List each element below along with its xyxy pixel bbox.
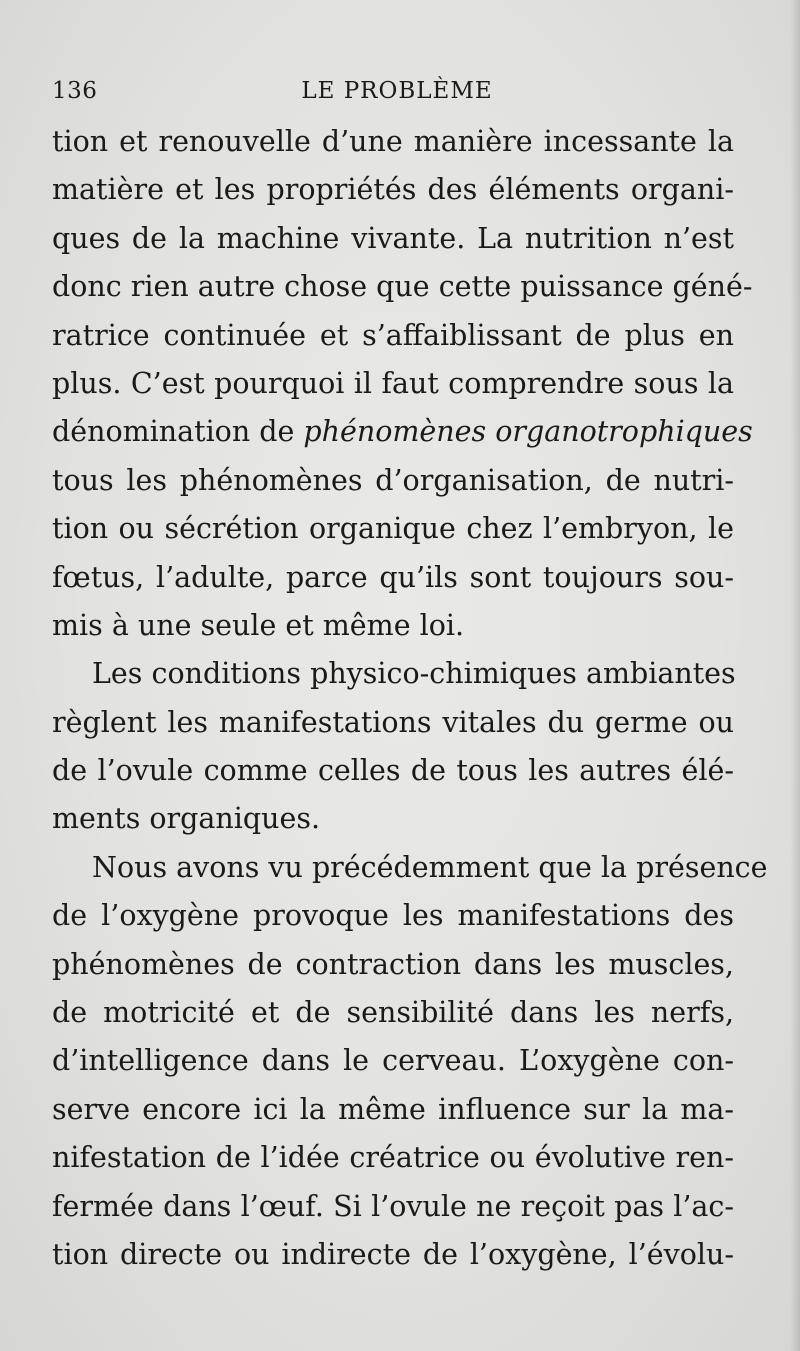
page-edge-shadow (790, 0, 800, 1351)
text-line: de l’ovule comme celles de tous les autres élé- (52, 754, 734, 788)
text-line: de motricité et de sensibilité dans les nerfs, (52, 996, 734, 1030)
text-line: Nous avons vu précédemment que la présence (92, 850, 768, 884)
body-text (52, 118, 768, 1279)
text-line: phénomènes de contraction dans les muscles, (52, 947, 734, 981)
text-line: tion ou sécrétion organique chez l’embryon, le (52, 512, 734, 546)
text-line: mis à une seule et même loi. (52, 608, 465, 642)
text-line: de l’oxygène provoque les manifestations des (52, 899, 734, 933)
page-number: 136 (52, 78, 98, 104)
text-line: règlent les manifestations vitales du germe ou (52, 705, 734, 739)
text-line: d’intelligence dans le cerveau. L’oxygène con- (52, 1044, 734, 1078)
page-header (52, 74, 742, 110)
text-line: plus. C’est pourquoi il faut comprendre sous la (52, 366, 734, 400)
text-line: ques de la machine vivante. La nutrition n’est (52, 221, 734, 255)
text-line: tous les phénomènes d’organisation, de nutri- (52, 463, 734, 497)
text-line: tion et renouvelle d’une manière incessante la (52, 125, 734, 158)
line-segment: dénomination de (52, 415, 304, 449)
text-line: fermée dans l’œuf. Si l’ovule ne reçoit pas l’ac- (52, 1189, 734, 1223)
text-line: matière et les propriétés des éléments organi- (52, 173, 734, 207)
text-line: donc rien autre chose que cette puissance géné- (52, 270, 753, 304)
text-line: ments organiques. (52, 802, 321, 836)
text-line (52, 408, 753, 456)
italic-term: phénomènes organotrophiques (303, 415, 753, 449)
text-line: fœtus, l’adulte, parce qu’ils sont toujours sou- (52, 560, 734, 594)
running-title: LE PROBLÈME (301, 78, 493, 104)
text-line: nifestation de l’idée créatrice ou évolutive ren- (52, 1141, 734, 1175)
text-line: ratrice continuée et s’affaiblissant de plus en (52, 318, 734, 352)
text-line: tion directe ou indirecte de l’oxygène, l’évolu- (52, 1237, 734, 1271)
text-line: serve encore ici la même influence sur la ma- (52, 1092, 734, 1126)
text-line: Les conditions physico-chimiques ambiantes (92, 657, 736, 691)
